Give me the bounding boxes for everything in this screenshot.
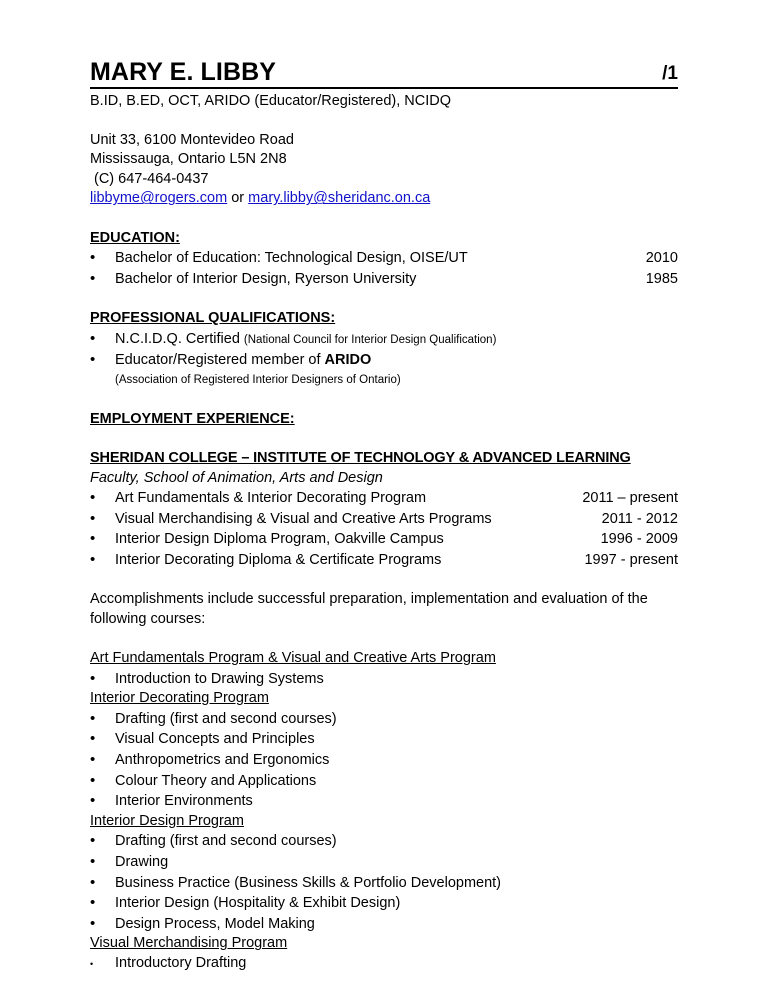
list-item [90, 669, 678, 690]
header-spacer [90, 111, 678, 131]
bullet-icon: • [90, 249, 96, 267]
program-title: Art Fundamentals Program & Visual and Creative Arts Program [90, 650, 496, 667]
list-item [90, 329, 678, 351]
qualification-ncidq [115, 330, 678, 351]
course-name: Interior Environments [115, 793, 253, 810]
course-name: Drafting (first and second courses) [115, 710, 337, 727]
email-link-secondary[interactable]: mary.libby@sheridanc.on.ca [248, 190, 431, 207]
accomplishments-paragraph: Accomplishments include successful preparation, implementation and evaluation of the following courses: [90, 591, 648, 627]
resume-header [90, 58, 678, 89]
list-item [90, 791, 678, 812]
course-name: Design Process, Model Making [115, 915, 315, 932]
course-name: Colour Theory and Applications [115, 772, 317, 789]
page-title: MARY E. LIBBY [90, 58, 277, 86]
bullet-icon: • [90, 958, 94, 969]
program-title: Interior Decorating Program [90, 690, 269, 707]
bullet-icon: • [90, 329, 96, 347]
bullet-icon: • [90, 669, 96, 687]
course-name: Interior Design (Hospitality & Exhibit Design) [115, 895, 401, 912]
education-degree: Bachelor of Education: Technological Design, OISE/UT [115, 250, 468, 267]
list-item [90, 729, 678, 750]
bullet-icon: • [90, 873, 96, 891]
email-separator: or [227, 190, 249, 207]
qualification-ncidq-note: (National Council for Interior Design Qualification) [243, 333, 497, 346]
list-item [90, 269, 678, 290]
contact-spacer [90, 209, 678, 229]
roles-spacer [90, 571, 678, 591]
bullet-icon: • [90, 751, 96, 768]
list-item [90, 954, 678, 975]
role-dates: 1997 - present [584, 552, 678, 569]
role-dates: 2011 – present [582, 490, 678, 507]
qualifications-list [90, 329, 678, 391]
education-list [90, 248, 678, 289]
employer-name: SHERIDAN COLLEGE – INSTITUTE OF TECHNOLOGY & ADVANCED LEARNING [90, 450, 631, 467]
bullet-icon: • [90, 269, 96, 287]
list-item [90, 488, 678, 509]
list-item [90, 852, 678, 873]
education-year: 1985 [645, 270, 678, 287]
list-item [90, 248, 678, 269]
role-title: Interior Decorating Diploma & Certificate Programs [115, 552, 442, 569]
accomplishments-spacer [90, 629, 678, 649]
phone-line: (C) 647-464-0437 [94, 170, 209, 187]
email-link-primary[interactable]: libbyme@rogers.com [90, 190, 228, 207]
employment-heading-spacer [90, 430, 678, 450]
bullet-icon: • [90, 852, 96, 870]
course-name: Introduction to Drawing Systems [115, 670, 324, 687]
list-item [90, 893, 678, 914]
employment-heading: EMPLOYMENT EXPERIENCE: [90, 410, 295, 427]
employer-role-subtitle: Faculty, School of Animation, Arts and Design [90, 469, 383, 486]
qualification-arido [115, 351, 678, 371]
role-dates: 1996 - 2009 [600, 531, 678, 548]
list-item [90, 350, 678, 371]
bullet-icon: • [90, 551, 96, 569]
qualification-arido-note: (Association of Registered Interior Designers of Ontario) [115, 373, 401, 386]
bullet-icon: • [90, 894, 96, 912]
bullet-icon: • [90, 730, 96, 748]
qualification-arido-prefix: Educator/Registered member of [115, 352, 325, 369]
bullet-icon: • [90, 530, 96, 548]
list-item [90, 550, 678, 571]
address-line-1: Unit 33, 6100 Montevideo Road [90, 131, 294, 148]
page-number-marker: /1 [662, 63, 678, 84]
bullet-icon: • [90, 792, 96, 810]
bullet-icon: • [90, 914, 96, 932]
course-name: Visual Concepts and Principles [115, 731, 315, 748]
list-item [90, 873, 678, 894]
list-item [90, 750, 678, 771]
education-heading: EDUCATION: [90, 229, 180, 246]
education-year: 2010 [645, 250, 678, 267]
qualification-arido-name: ARIDO [324, 352, 372, 369]
course-name: Introductory Drafting [115, 954, 247, 971]
education-degree: Bachelor of Interior Design, Ryerson University [115, 270, 417, 287]
bullet-icon: • [90, 832, 96, 850]
qualifications-spacer [90, 390, 678, 410]
course-name: Business Practice (Business Skills & Portfolio Development) [115, 874, 502, 891]
credentials-line: B.ID, B.ED, OCT, ARIDO (Educator/Registered), NCIDQ [90, 93, 451, 109]
role-title: Interior Design Diploma Program, Oakville Campus [115, 531, 444, 548]
course-name: Anthropometrics and Ergonomics [115, 752, 330, 768]
course-name: Drafting (first and second courses) [115, 833, 337, 850]
course-name: Drawing [115, 853, 169, 870]
role-title: Visual Merchandising & Visual and Creative Arts Programs [115, 510, 492, 527]
address-line-2: Mississauga, Ontario L5N 2N8 [90, 151, 287, 168]
education-spacer [90, 289, 678, 309]
role-dates: 2011 - 2012 [601, 510, 678, 527]
list-item [90, 831, 678, 852]
list-item [90, 709, 678, 730]
qualifications-heading: PROFESSIONAL QUALIFICATIONS: [90, 309, 336, 326]
list-item [90, 509, 678, 530]
program-title: Visual Merchandising Program [90, 935, 288, 952]
email-line [90, 189, 678, 209]
employment-roles-list [90, 488, 678, 570]
bullet-icon: • [90, 709, 96, 727]
bullet-icon: • [90, 509, 96, 527]
role-title: Art Fundamentals & Interior Decorating Program [115, 490, 427, 507]
list-item [90, 914, 678, 935]
bullet-icon: • [90, 489, 96, 507]
qualification-ncidq-main: N.C.I.D.Q. Certified [115, 330, 244, 347]
bullet-icon: • [90, 351, 96, 369]
bullet-icon: • [90, 771, 96, 789]
program-title: Interior Design Program [90, 812, 244, 829]
list-item [90, 771, 678, 792]
list-item [90, 529, 678, 550]
